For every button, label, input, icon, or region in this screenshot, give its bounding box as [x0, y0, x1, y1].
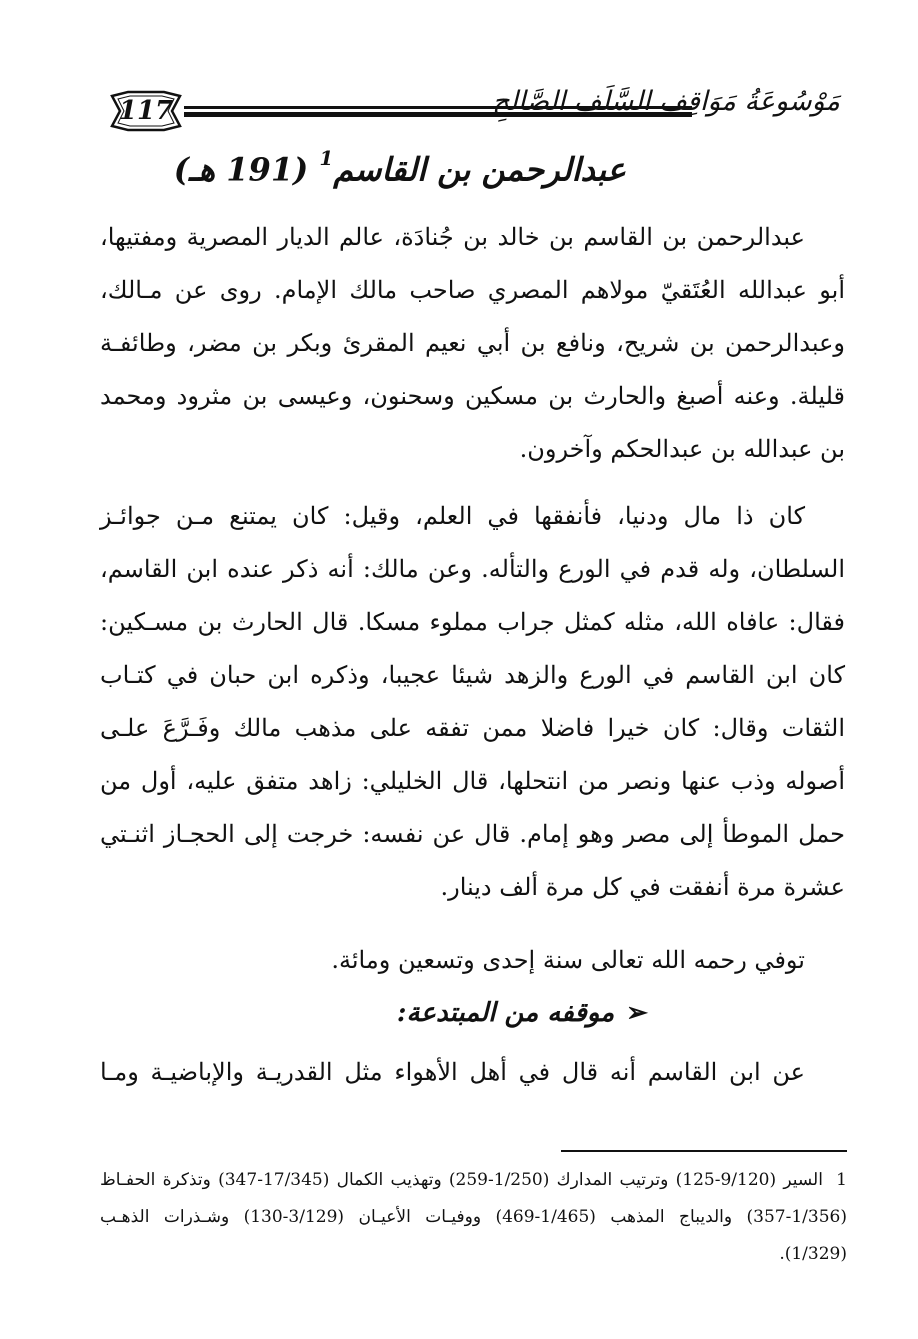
- footnote-divider: [561, 1150, 847, 1152]
- footnote-reference: 1: [319, 146, 334, 170]
- footnote-number: 1: [836, 1170, 847, 1190]
- footnotes: [100, 1162, 847, 1273]
- series-title: مَوْسُوعَةُ مَوَاقِفِ السَّلَفِ الصَّالِحِ: [492, 86, 840, 117]
- section-heading-text: موقفه من المبتدعة:: [396, 998, 615, 1028]
- page-header: [110, 84, 840, 144]
- paragraph-2: كان ذا مال ودنيا، فأنفقها في العلم، وقيل: كان يمتنع مـن جوائـز السلطان، وله قدم في الورع والتأله. وعن مالك: أنه ذكر عنده ابن القاسم، فقال: عافاه الله، مثله كمثل جراب مملوء مسكا. قال الحارث بن مسـكين: كان ابن القاسم في الورع والزهد شيئا عجيبا، وذكره ابن حبان في كتـاب الثقات وقال: كان خيرا فاضلا ممن تفقه على مذهب مالك وفَـرَّعَ علـى أصوله وذب عنها ونصر من انتحلها، قال الخليلي: زاهد متفق عليه، أول من حمل الموطأ إلى مصر وهو إمام. قال عن نفسه: خرجت إلى الحجـاز اثنـتي عشرة مرة أنفقت في كل مرة ألف دينار.: [100, 502, 845, 901]
- arrow-bullet-icon: ➢: [626, 998, 648, 1028]
- page-number: 117: [118, 96, 174, 126]
- biography-name: عبدالرحمن بن القاسم: [333, 150, 626, 189]
- section-heading: [397, 998, 648, 1028]
- footnote-text: السير (9/120-125) وترتيب المدارك (1/250-259) وتهذيب الكمال (17/345-347) وتذكرة الحفـاظ (1/356-357) والديباج المذهب (1/465-469) ووفيـات الأعيـان (3/129-130) وشـذرات الذهـب (1/329).: [100, 1170, 847, 1264]
- page-number-badge: [110, 88, 182, 134]
- paragraph-1: عبدالرحمن بن القاسم بن خالد بن جُنادَة، عالم الديار المصرية ومفتيها، أبو عبدالله العُتَقيّ مولاهم المصري صاحب مالك الإمام. روى عن مـالك، وعبدالرحمن بن شريح، ونافع بن أبي نعيم المقرئ وبكر بن مضر، وطائفـة قليلة. وعنه أصبغ والحارث بن مسكين وسحنون، وعيسى بن مثرود ومحمد بن عبدالله بن عبدالحكم وآخرون.: [100, 223, 845, 463]
- paragraph-4: عن ابن القاسم أنه قال في أهل الأهواء مثل القدريـة والإباضيـة ومـا: [100, 1058, 805, 1086]
- paragraph-3: توفي رحمه الله تعالى سنة إحدى وتسعين ومائة.: [331, 946, 805, 974]
- biography-title: [173, 146, 626, 189]
- biography-date: (191 هـ): [173, 150, 309, 189]
